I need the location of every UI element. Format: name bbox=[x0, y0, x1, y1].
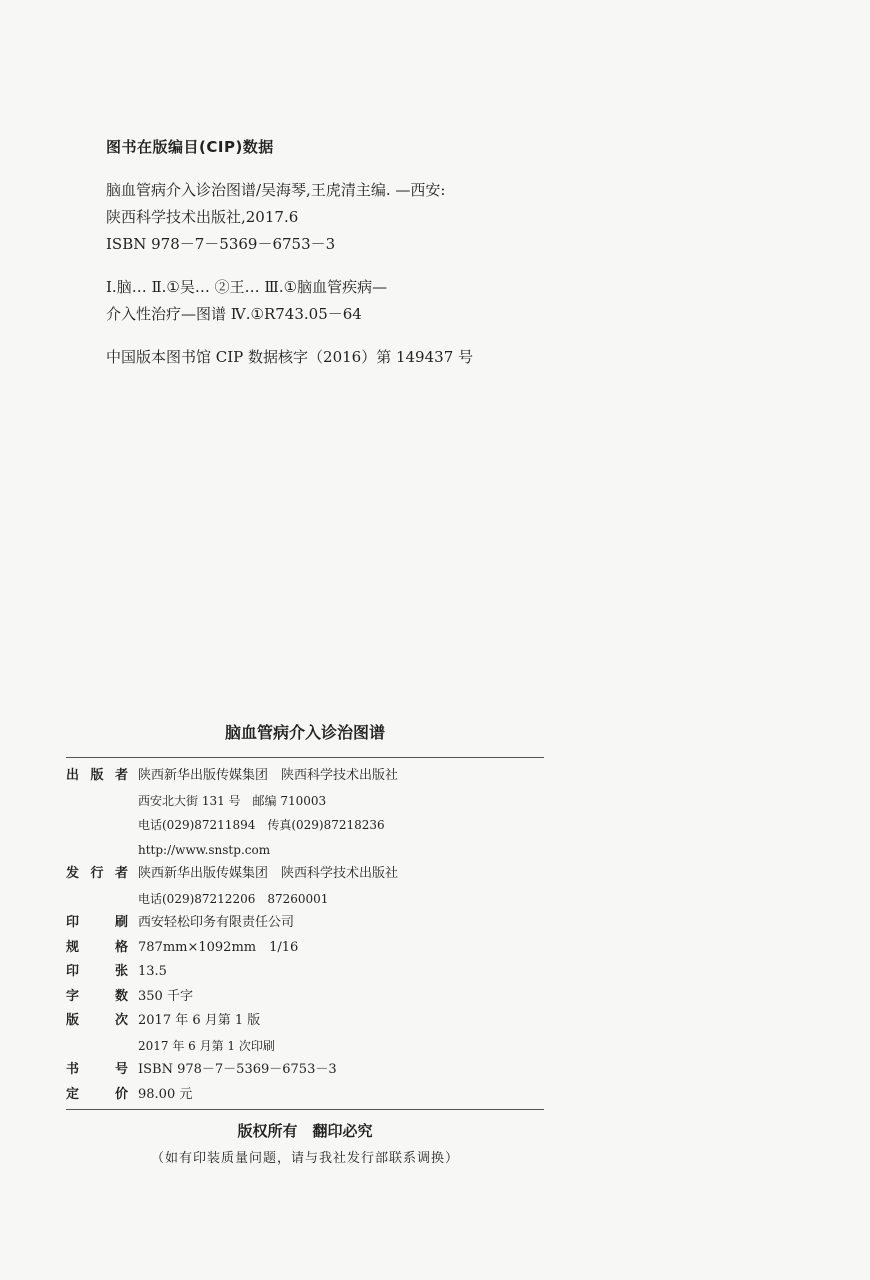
cip-isbn: ISBN 978－7－5369－6753－3 bbox=[106, 235, 336, 253]
label-char: 字 bbox=[66, 988, 80, 1004]
label-char: 版 bbox=[90, 768, 104, 783]
cip-record-number: 中国版本图书馆 CIP 数据核字（2016）第 149437 号 bbox=[106, 348, 474, 366]
colophon-label bbox=[66, 1034, 138, 1059]
label-char: 格 bbox=[114, 939, 128, 955]
label-char: 规 bbox=[66, 939, 80, 955]
colophon-label bbox=[66, 911, 138, 936]
cip-line: 陕西科学技术出版社,2017.6 bbox=[106, 208, 299, 226]
quality-notice: （如有印装质量问题，请与我社发行部联系调换） bbox=[150, 1151, 459, 1166]
colophon-value: 西安北大街 131 号 邮编 710003 bbox=[138, 793, 327, 808]
colophon-value: 陕西新华出版传媒集团 陕西科学技术出版社 bbox=[138, 768, 399, 783]
colophon-label bbox=[66, 813, 138, 838]
colophon-label bbox=[66, 838, 138, 863]
label-char: 者 bbox=[114, 866, 128, 881]
label-char: 定 bbox=[66, 1086, 80, 1102]
colophon-value: 陕西新华出版传媒集团 陕西科学技术出版社 bbox=[138, 866, 399, 881]
colophon-row bbox=[66, 887, 544, 912]
colophon-row bbox=[66, 838, 544, 863]
colophon-value: 350 千字 bbox=[138, 988, 193, 1004]
colophon-label bbox=[66, 1058, 138, 1083]
colophon-label bbox=[66, 1009, 138, 1034]
cip-block bbox=[106, 136, 566, 371]
cip-subject-line: 介入性治疗—图谱 Ⅳ.①R743.05－64 bbox=[106, 305, 362, 323]
colophon-value: 电话(029)87211894 传真(029)87218236 bbox=[138, 818, 385, 832]
colophon-value: 2017 年 6 月第 1 版 bbox=[138, 1013, 261, 1028]
colophon-label bbox=[66, 862, 138, 887]
label-char: 数 bbox=[114, 988, 128, 1004]
colophon-row bbox=[66, 960, 544, 985]
colophon-label bbox=[66, 887, 138, 912]
cip-title: 图书在版编目(CIP)数据 bbox=[106, 138, 274, 156]
colophon-row bbox=[66, 1083, 544, 1108]
colophon-row bbox=[66, 789, 544, 814]
colophon-rows bbox=[66, 758, 544, 1109]
label-char: 刷 bbox=[114, 915, 128, 930]
colophon-row bbox=[66, 985, 544, 1010]
label-char: 发 bbox=[66, 866, 80, 881]
label-char: 印 bbox=[66, 915, 80, 930]
label-char: 书 bbox=[66, 1062, 80, 1077]
label-char: 行 bbox=[90, 866, 104, 881]
colophon-value: 98.00 元 bbox=[138, 1086, 193, 1102]
label-char: 号 bbox=[114, 1062, 128, 1077]
copyright-notice: 版权所有 翻印必究 bbox=[237, 1122, 373, 1140]
cip-subject-line: Ⅰ.脑… Ⅱ.①吴… ②王… Ⅲ.①脑血管疾病— bbox=[106, 278, 388, 296]
colophon-value: 西安轻松印务有限责任公司 bbox=[138, 915, 295, 930]
book-title: 脑血管病介入诊治图谱 bbox=[224, 723, 385, 742]
colophon-value: 电话(029)87212206 87260001 bbox=[138, 891, 329, 906]
colophon bbox=[66, 720, 544, 1166]
colophon-value: 787mm×1092mm 1/16 bbox=[138, 939, 299, 955]
colophon-row bbox=[66, 813, 544, 838]
colophon-label bbox=[66, 1083, 138, 1108]
colophon-label bbox=[66, 936, 138, 961]
colophon-value: http://www.snstp.com bbox=[138, 842, 271, 857]
label-char: 出 bbox=[66, 768, 80, 783]
colophon-value: 2017 年 6 月第 1 次印刷 bbox=[138, 1038, 275, 1053]
colophon-row bbox=[66, 936, 544, 961]
colophon-row bbox=[66, 1058, 544, 1083]
colophon-row bbox=[66, 764, 544, 789]
colophon-value: ISBN 978－7－5369－6753－3 bbox=[138, 1062, 337, 1077]
cip-line: 脑血管病介入诊治图谱/吴海琴,王虎清主编. —西安: bbox=[106, 181, 446, 199]
label-char: 者 bbox=[114, 768, 128, 783]
label-char: 张 bbox=[114, 964, 128, 979]
label-char: 价 bbox=[114, 1086, 128, 1102]
colophon-label bbox=[66, 960, 138, 985]
colophon-row bbox=[66, 911, 544, 936]
colophon-label bbox=[66, 985, 138, 1010]
colophon-value: 13.5 bbox=[138, 964, 167, 979]
label-char: 印 bbox=[66, 964, 80, 979]
colophon-row bbox=[66, 1034, 544, 1059]
colophon-row bbox=[66, 862, 544, 887]
label-char: 版 bbox=[66, 1013, 80, 1028]
label-char: 次 bbox=[114, 1013, 128, 1028]
bottom-rule bbox=[66, 1109, 544, 1110]
colophon-row bbox=[66, 1009, 544, 1034]
colophon-label bbox=[66, 789, 138, 814]
colophon-label bbox=[66, 764, 138, 789]
